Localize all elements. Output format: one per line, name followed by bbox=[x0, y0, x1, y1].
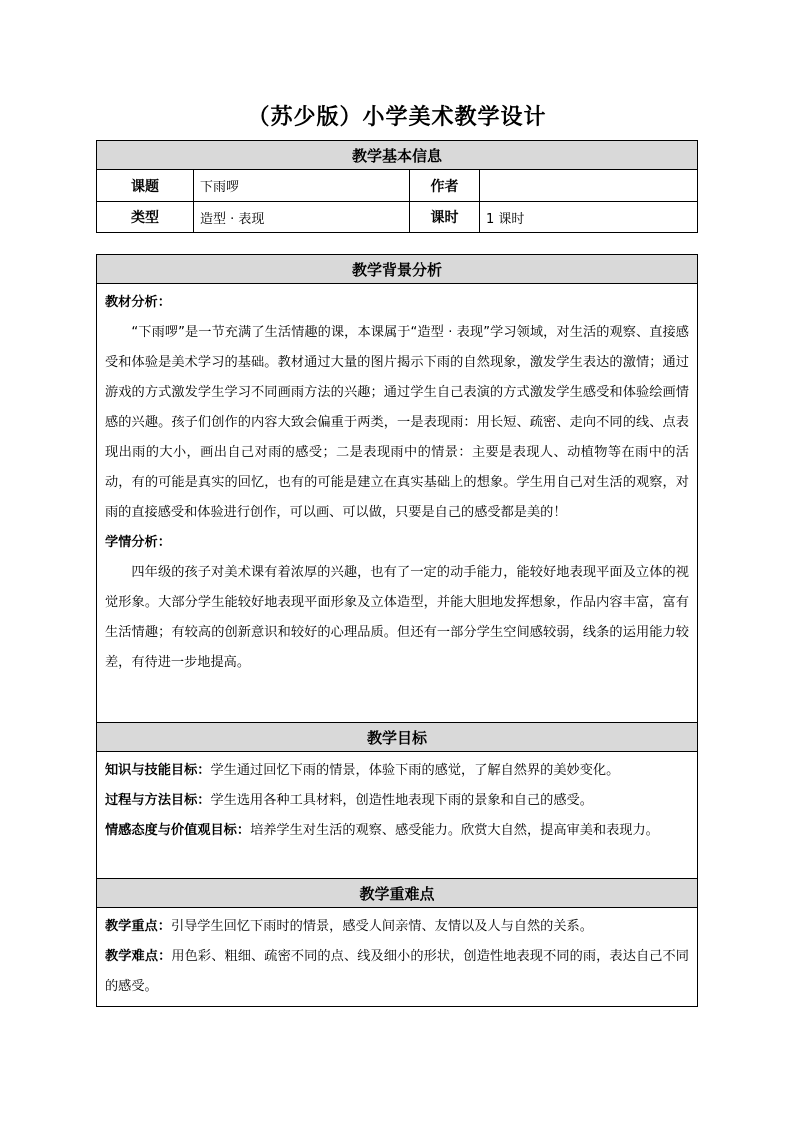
teaching-focus bbox=[105, 912, 689, 942]
topic-label: 课题 bbox=[97, 170, 194, 202]
basic-info-table bbox=[96, 140, 698, 233]
process-goal-label: 过程与方法目标： bbox=[105, 793, 211, 808]
page-title: （苏少版）小学美术教学设计 bbox=[247, 104, 547, 130]
author-value bbox=[480, 170, 698, 202]
material-label: 教材分析： bbox=[105, 295, 171, 310]
key-points-heading: 教学重难点 bbox=[97, 879, 698, 908]
goals-body bbox=[97, 752, 698, 879]
author-label: 作者 bbox=[410, 170, 480, 202]
hours-value: 1 课时 bbox=[480, 202, 698, 233]
knowledge-goal-label: 知识与技能目标： bbox=[105, 763, 211, 778]
type-label: 类型 bbox=[97, 202, 194, 233]
students-label: 学情分析： bbox=[105, 535, 171, 550]
background-heading: 教学背景分析 bbox=[97, 255, 698, 284]
goals-heading: 教学目标 bbox=[97, 723, 698, 752]
knowledge-goal-text: 学生通过回忆下雨的情景，体验下雨的感觉，了解自然界的美妙变化。 bbox=[210, 763, 620, 778]
focus-label: 教学重点： bbox=[105, 919, 171, 934]
hours-label: 课时 bbox=[410, 202, 480, 233]
key-points-body bbox=[97, 908, 698, 1007]
process-goal bbox=[105, 786, 689, 816]
emotion-goal-text: 培养学生对生活的观察、感受能力。欣赏大自然，提高审美和表现力。 bbox=[250, 823, 659, 838]
focus-text: 引导学生回忆下雨时的情景，感受人间亲情、友情以及人与自然的关系。 bbox=[170, 919, 593, 934]
process-goal-text: 学生选用各种工具材料，创造性地表现下雨的景象和自己的感受。 bbox=[210, 793, 593, 808]
emotion-goal-label: 情感态度与价值观目标： bbox=[105, 823, 251, 838]
difficulty-label: 教学难点： bbox=[105, 949, 172, 964]
teaching-plan-table bbox=[96, 254, 698, 1007]
topic-value: 下雨啰 bbox=[194, 170, 410, 202]
material-text: “下雨啰”是一节充满了生活情趣的课，本课属于“造型 · 表现”学习领域，对生活的观察、直接感受和体验是美术学习的基础。教材通过大量的图片揭示下雨的自然现象，激发学生表达的激情；通过游戏的方式激发学生学习不同画雨方法的兴趣；通过学生自己表演的方式激发学生感受和体验绘画情感的兴趣。孩子们创作的内容大致会偏重于两类，一是表现雨：用长短、疏密、走向不同的线、点表现出雨的大小，画出自己对雨的感受；二是表现雨中的情景：主要是表现人、动植物等在雨中的活动，有的可能是真实的回忆，也有的可能是建立在真实基础上的想象。学生用自己对生活的观察，对雨的直接感受和体验进行创作，可以画、可以做，只要是自己的感受都是美的！ bbox=[105, 325, 689, 520]
teaching-difficulty bbox=[105, 942, 689, 1002]
students-text: 四年级的孩子对美术课有着浓厚的兴趣，也有了一定的动手能力，能较好地表现平面及立体的视觉形象。大部分学生能较好地表现平面形象及立体造型，并能大胆地发挥想象，作品内容丰富，富有生活情趣；有较高的创新意识和较好的心理品质。但还有一部分学生空间感较弱，线条的运用能力较差，有待进一步地提高。 bbox=[105, 565, 689, 670]
type-value: 造型 · 表现 bbox=[194, 202, 410, 233]
knowledge-goal bbox=[105, 756, 689, 786]
difficulty-text: 用色彩、粗细、疏密不同的点、线及细小的形状，创造性地表现不同的雨，表达自己不同的感受。 bbox=[105, 949, 689, 994]
basic-info-heading: 教学基本信息 bbox=[97, 141, 698, 170]
emotion-goal bbox=[105, 816, 689, 846]
background-body bbox=[97, 284, 698, 723]
